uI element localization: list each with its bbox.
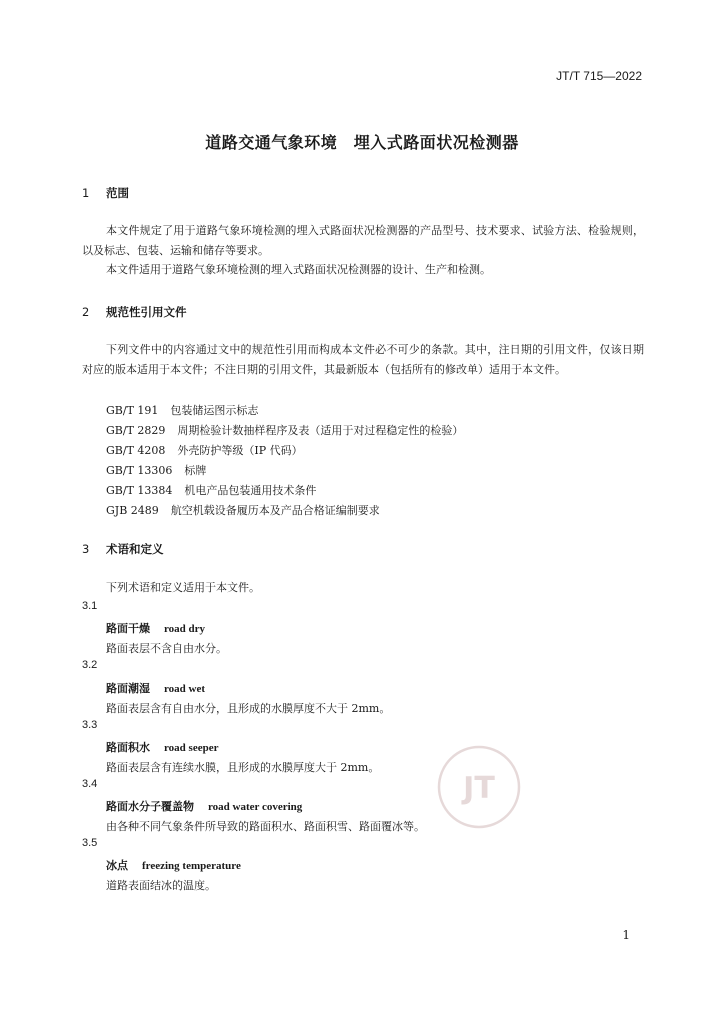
section-title: 术语和定义 [106, 542, 164, 556]
section-intro: 下列术语和定义适用于本文件。 [106, 581, 260, 594]
reference-item [106, 482, 316, 498]
clause-number: 3.4 [82, 778, 98, 790]
term-entry [106, 798, 302, 814]
term-en: road wet [164, 683, 206, 695]
page-number: 1 [622, 928, 630, 942]
reference-title: 航空机载设备履历本及产品合格证编制要求 [170, 504, 380, 517]
watermark-text: JT [463, 771, 495, 806]
reference-code: GB/T 191 [106, 404, 159, 417]
section-heading-normative-references [82, 304, 187, 320]
standard-code: JT/T 715—2022 [556, 69, 642, 83]
reference-title: 机电产品包装通用技术条件 [184, 484, 317, 497]
term-definition: 路面表层含有连续水膜，且形成的水膜厚度大于 2mm。 [106, 761, 380, 774]
clause-number: 3.3 [82, 719, 98, 731]
term-zh: 路面干燥 [106, 622, 150, 635]
clause-number: 3.5 [82, 837, 98, 849]
reference-code: GB/T 13384 [106, 484, 173, 497]
paragraph: 下列文件中的内容通过文中的规范性引用而构成本文件必不可少的条款。其中，注日期的引用文件，仅该日期对应的版本适用于本文件；不注日期的引用文件，其最新版本（包括所有的修改单）适用于本文件。 [82, 343, 644, 376]
term-zh: 路面潮湿 [106, 682, 150, 695]
reference-code: GB/T 4208 [106, 444, 166, 457]
reference-item [106, 402, 258, 418]
reference-title: 外壳防护等级（IP 代码） [177, 444, 303, 457]
section-title: 规范性引用文件 [106, 305, 187, 319]
term-en: road dry [164, 623, 206, 635]
reference-title: 周期检验计数抽样程序及表（适用于对过程稳定性的检验） [177, 424, 464, 437]
reference-title: 标牌 [184, 464, 207, 477]
term-entry [106, 620, 205, 636]
reference-title: 包装储运图示标志 [170, 404, 259, 417]
reference-item [106, 422, 463, 438]
jt-watermark-logo [436, 744, 522, 830]
reference-item [106, 462, 206, 478]
reference-code: GB/T 2829 [106, 424, 166, 437]
document-title: 道路交通气象环境 埋入式路面状况检测器 [205, 133, 519, 152]
term-zh: 路面积水 [106, 741, 150, 754]
term-definition: 由各种不同气象条件所导致的路面积水、路面积雪、路面覆冰等。 [106, 820, 425, 833]
reference-item [106, 442, 303, 458]
section-body-normative-references [82, 340, 644, 379]
term-en: road water covering [208, 801, 303, 813]
section-heading-scope [82, 185, 129, 201]
paragraph: 本文件适用于道路气象环境检测的埋入式路面状况检测器的设计、生产和检测。 [106, 263, 491, 276]
clause-number: 3.1 [82, 600, 98, 612]
reference-code: GB/T 13306 [106, 464, 173, 477]
term-en: road seeper [164, 742, 219, 754]
term-zh: 路面水分子覆盖物 [106, 800, 194, 813]
term-definition: 路面表层含有自由水分，且形成的水膜厚度不大于 2mm。 [106, 702, 391, 715]
section-body-scope [82, 221, 644, 280]
term-definition: 路面表层不含自由水分。 [106, 642, 227, 655]
paragraph: 本文件规定了用于道路气象环境检测的埋入式路面状况检测器的产品型号、技术要求、试验方法、检验规则，以及标志、包装、运输和储存等要求。 [82, 224, 644, 257]
term-entry [106, 739, 218, 755]
clause-number: 3.2 [82, 659, 98, 671]
section-number: 1 [82, 186, 90, 200]
reference-item [106, 502, 380, 518]
reference-code: GJB 2489 [106, 504, 159, 517]
term-entry [106, 857, 241, 873]
term-entry [106, 680, 205, 696]
section-title: 范围 [106, 186, 129, 200]
section-number: 2 [82, 305, 90, 319]
term-definition: 道路表面结冰的温度。 [106, 879, 216, 892]
term-zh: 冰点 [106, 859, 128, 872]
section-number: 3 [82, 542, 90, 556]
section-heading-terms-definitions [82, 541, 164, 557]
term-en: freezing temperature [142, 860, 241, 872]
